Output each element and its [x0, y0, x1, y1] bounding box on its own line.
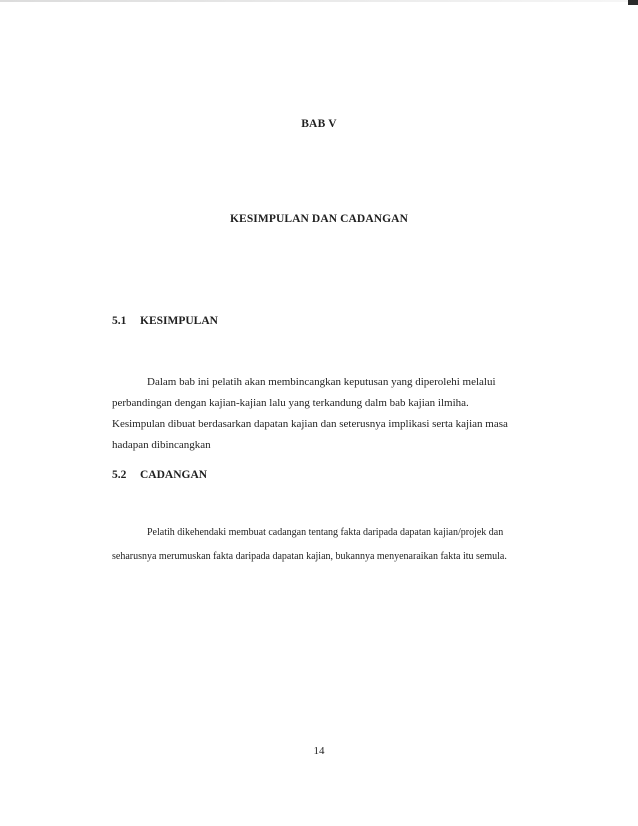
page-number: 14 — [313, 745, 325, 757]
section-number: 5.2 — [112, 469, 127, 481]
chapter-label: BAB V — [301, 118, 337, 130]
section-paragraph-kesimpulan: Dalam bab ini pelatih akan membincangkan keputusan yang diperolehi melalui perbandingan dengan kajian-kajian lalu yang terkandung dalm bab kajian ilmiha. Kesimpulan dibuat berdasarkan dapatan kajian dan seterusnya implikasi serta kajian masa hadapan dibincangkan — [112, 376, 508, 451]
section-number: 5.1 — [112, 315, 127, 327]
section-title: CADANGAN — [140, 469, 208, 481]
section-heading-cadangan — [112, 469, 207, 481]
section-paragraph-cadangan: Pelatih dikehendaki membuat cadangan tentang fakta daripada dapatan kajian/projek dan seharusnya merumuskan fakta daripada dapatan kajian, bukannya menyenaraikan fakta itu semula. — [112, 527, 507, 562]
chapter-title: KESIMPULAN DAN CADANGAN — [230, 213, 408, 225]
section-title: KESIMPULAN — [140, 315, 218, 327]
section-heading-kesimpulan — [112, 315, 218, 327]
scan-top-edge — [0, 0, 638, 2]
scan-corner-mark — [628, 0, 638, 5]
